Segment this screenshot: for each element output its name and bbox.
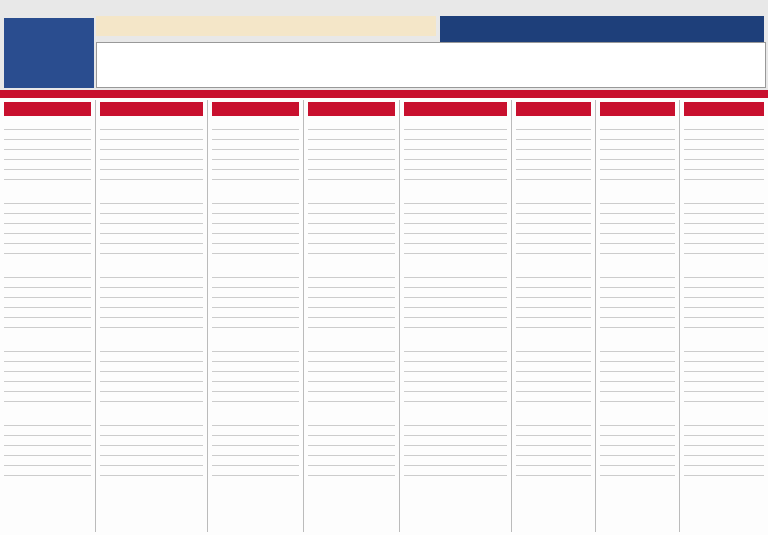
- column-heading: [600, 102, 675, 116]
- column-8: [680, 100, 768, 532]
- header-band: [96, 16, 436, 36]
- column-heading: [212, 102, 299, 116]
- column-2: [96, 100, 208, 532]
- page-header: [0, 0, 768, 92]
- column-heading: [100, 102, 203, 116]
- column-5: [400, 100, 512, 532]
- masthead-logo: [4, 18, 94, 88]
- column-heading: [404, 102, 507, 116]
- header-contact-strip: [96, 42, 766, 88]
- column-7: [596, 100, 680, 532]
- column-1: [0, 100, 96, 532]
- header-ad: [440, 16, 764, 44]
- column-4: [304, 100, 400, 532]
- section-divider: [0, 90, 768, 98]
- column-heading: [308, 102, 395, 116]
- column-heading: [516, 102, 591, 116]
- column-heading: [684, 102, 764, 116]
- column-6: [512, 100, 596, 532]
- column-heading: [4, 102, 91, 116]
- column-3: [208, 100, 304, 532]
